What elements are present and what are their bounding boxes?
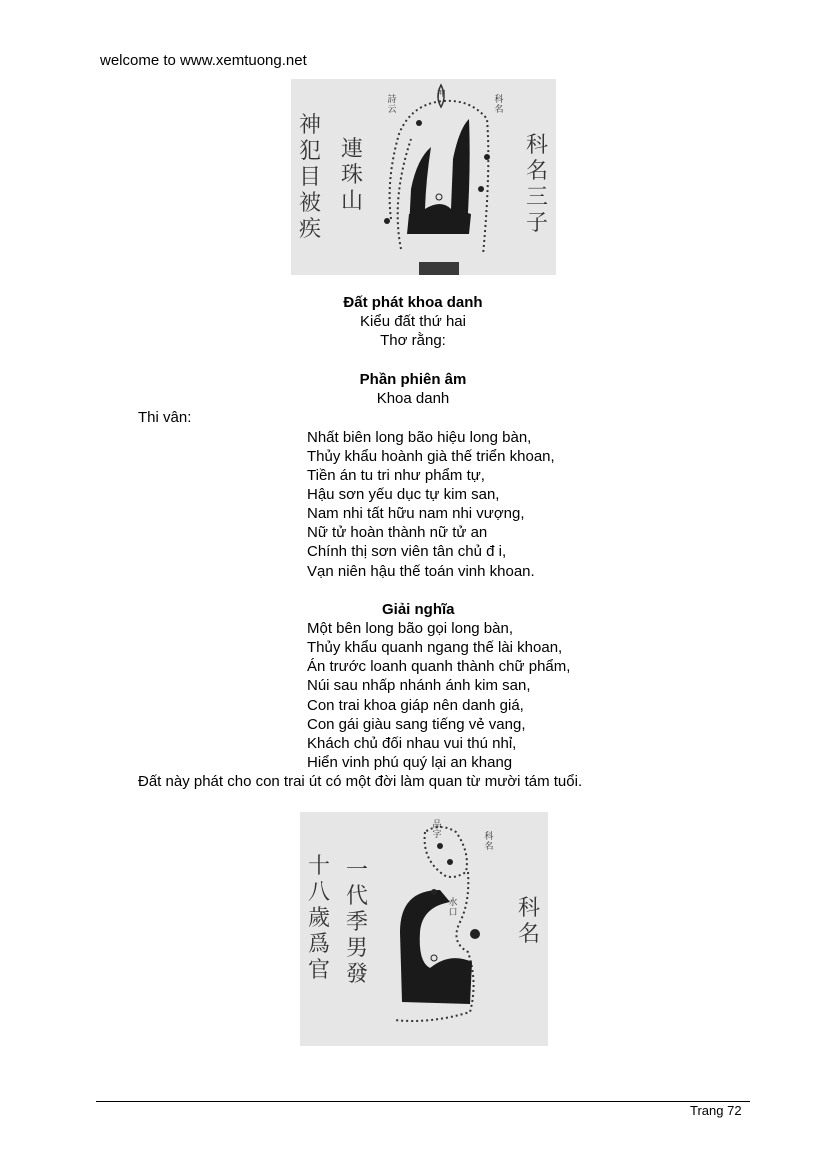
glyph-col-left: 神 犯 目 被 疾	[298, 113, 321, 242]
meaning-line: Con trai khoa giáp nên danh giá,	[307, 697, 524, 714]
diagram-1-drawing	[291, 79, 556, 275]
glyph-col-left: 十 八 歲 爲 官	[307, 854, 330, 983]
poem-line: Thủy khẩu hoành già thế triển khoan,	[307, 448, 555, 465]
small-glyph-top-2: 科 名	[484, 832, 494, 852]
small-glyph-left: 詩 云	[387, 95, 397, 115]
poem-line: Tiền án tu tri như phẩm tự,	[307, 467, 485, 484]
small-glyph-right: 科 名	[494, 95, 504, 115]
feng-shui-diagram-2	[300, 812, 548, 1046]
poem-line: Nam nhi tất hữu nam nhi vượng,	[307, 505, 525, 522]
phien-am-heading: Phần phiên âm	[359, 371, 467, 388]
glyph-col-mid: 一 代 季 男 發	[345, 858, 368, 987]
poem-line: Hậu sơn yếu dục tự kim san,	[307, 486, 500, 503]
dot-marker	[416, 120, 422, 126]
mountain-shape	[400, 890, 472, 1004]
small-glyph-top-1: 品 字	[432, 820, 442, 840]
dot-marker	[478, 186, 484, 192]
feng-shui-diagram-1	[291, 79, 556, 275]
glyph-col-right: 科 名	[517, 896, 540, 947]
ring-marker	[431, 955, 437, 961]
giai-nghia-heading: Giải nghĩa	[382, 601, 455, 618]
poem-line: Chính thị sơn viên tân chủ đ i,	[307, 543, 507, 560]
meaning-line: Con gái giàu sang tiếng vẻ vang,	[307, 716, 526, 733]
poem-line: Vạn niên hậu thế toán vinh khoan.	[307, 563, 535, 580]
meaning-line: Một bên long bão gọi long bàn,	[307, 620, 513, 637]
meaning-line: Khách chủ đối nhau vui thú nhỉ,	[307, 735, 517, 752]
dot-marker	[384, 218, 390, 224]
small-glyph-mid: 水 口	[448, 898, 458, 918]
dot-marker	[484, 154, 490, 160]
thi-van-label: Thi vân:	[138, 409, 192, 426]
poem-line: Nữ tử hoàn thành nữ tử an	[307, 524, 488, 541]
dot-marker	[431, 889, 437, 895]
glyph-col-mid: 連 珠 山	[340, 137, 363, 214]
page-number: Trang 72	[690, 1103, 742, 1118]
dot-marker	[447, 859, 453, 865]
glyph-col-right: 科 名 三 子	[525, 133, 548, 236]
poem-line: Nhất biên long bão hiệu long bàn,	[307, 429, 532, 446]
conclusion-text: Đất này phát cho con trai út có một đời làm quan từ mười tám tuổi.	[138, 773, 583, 790]
meaning-line: Thủy khẩu quanh ngang thế lài khoan,	[307, 639, 563, 656]
footer-rule	[96, 1101, 750, 1102]
meaning-line: Hiển vinh phú quý lại an khang	[307, 754, 513, 771]
meaning-line: Núi sau nhấp nhánh ánh kim san,	[307, 677, 531, 694]
bottom-block	[419, 262, 459, 275]
site-header: welcome to www.xemtuong.net	[100, 52, 307, 69]
mountain-base	[407, 209, 471, 234]
ring-marker	[436, 194, 442, 200]
dot-marker	[470, 929, 480, 939]
meaning-line: Án trước loanh quanh thành chữ phẩm,	[307, 658, 571, 675]
phien-am-subtitle: Khoa danh	[376, 390, 450, 407]
section-title: Đất phát khoa danh	[343, 294, 483, 311]
section-subtitle-1: Kiểu đất thứ hai	[360, 313, 466, 330]
section-subtitle-2: Thơ rằng:	[380, 332, 446, 349]
diagram-2-drawing	[300, 812, 548, 1046]
dotted-loop	[425, 827, 467, 877]
dot-marker	[437, 843, 443, 849]
top-glyph: 神	[436, 89, 446, 99]
